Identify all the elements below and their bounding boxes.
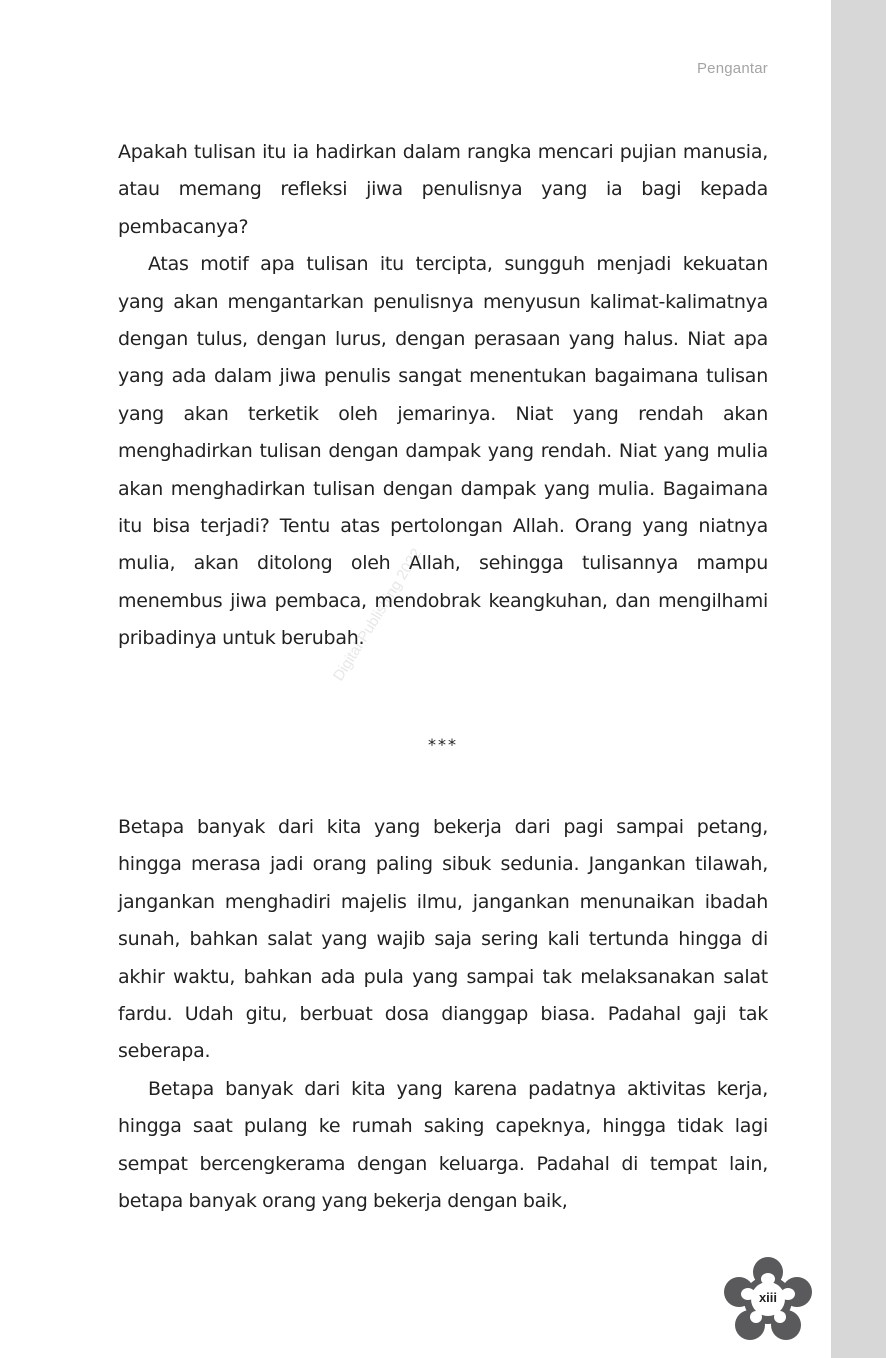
- side-margin-strip: [831, 0, 886, 1358]
- page-number: xiii: [758, 1290, 778, 1305]
- text-block-2: [118, 809, 768, 1220]
- paragraph: Betapa banyak dari kita yang karena padatnya aktivitas kerja, hingga saat pulang ke rumah saking capeknya, hingga tidak lagi sempat bercengkerama dengan keluarga. Padahal di tempat lain, betapa banyak orang yang bekerja dengan baik,: [118, 1077, 768, 1213]
- paragraph: Apakah tulisan itu ia hadirkan dalam rangka mencari pujian manusia, atau memang refleksi jiwa penulisnya yang ia bagi kepada pembacanya?: [118, 141, 768, 238]
- paragraph: Betapa banyak dari kita yang bekerja dari pagi sampai petang, hingga merasa jadi orang paling sibuk sedunia. Jangankan tilawah, jangankan menghadiri majelis ilmu, jangankan menunaikan ibadah sunah, bahkan salat yang wajib saja sering kali tertunda hingga di akhir waktu, bahkan ada pula yang sampai tak melaksanakan salat fardu. Udah gitu, berbuat dosa dianggap biasa. Padahal gaji tak seberapa.: [118, 816, 768, 1063]
- paragraph: Atas motif apa tulisan itu tercipta, sungguh menjadi kekuatan yang akan mengantarkan penulisnya menyusun kalimat-kalimatnya dengan tulus, dengan lurus, dengan perasaan yang halus. Niat apa yang ada dalam jiwa penulis sangat menentukan bagaimana tulisan yang akan terketik oleh jemarinya. Niat yang rendah akan menghadirkan tulisan dengan dampak yang rendah. Niat yang mulia akan menghadirkan tulisan dengan dampak yang mulia. Bagaimana itu bisa terjadi? Tentu atas pertolongan Allah. Orang yang niatnya mulia, akan ditolong oleh Allah, sehingga tulisannya mampu menembus jiwa pembaca, mendobrak keangkuhan, dan mengilhami pribadinya untuk berubah.: [118, 253, 768, 650]
- running-head: Pengantar: [696, 60, 768, 77]
- text-block-1: [118, 134, 768, 658]
- watermark: Digital Publishing 2022: [330, 545, 426, 685]
- section-separator: ***: [428, 735, 458, 754]
